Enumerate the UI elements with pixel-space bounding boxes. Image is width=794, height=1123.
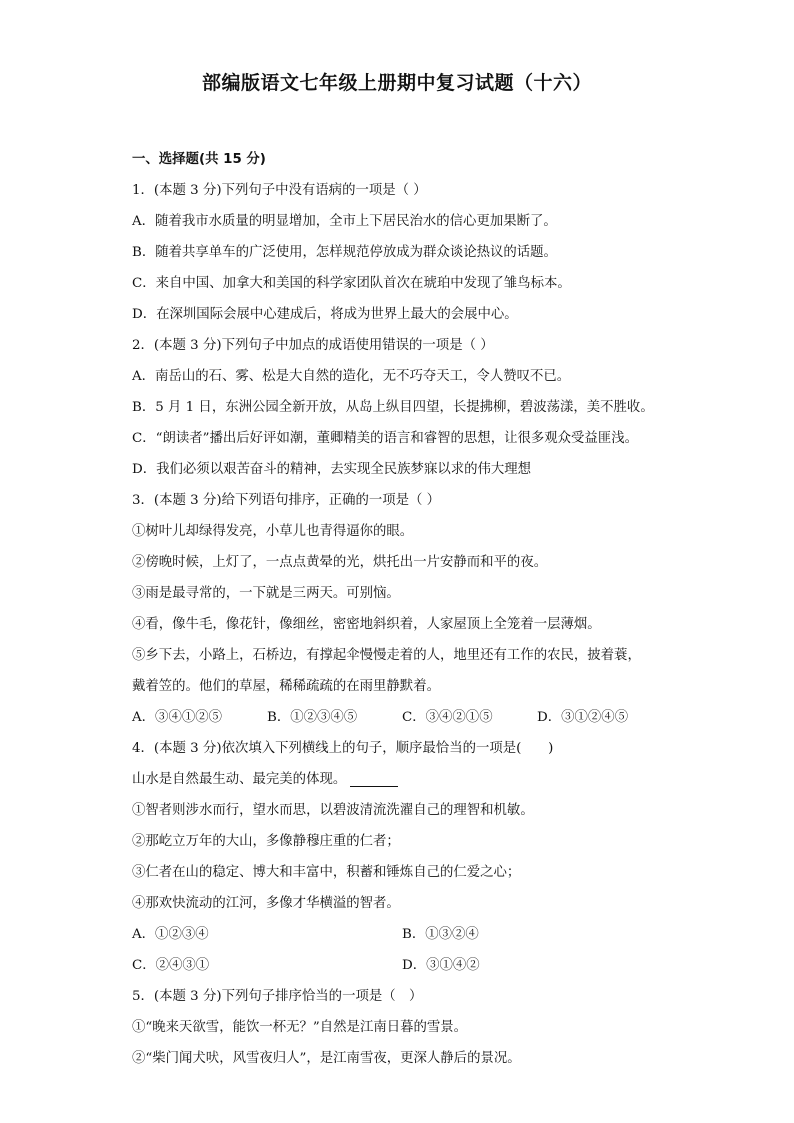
exam-content: [132, 144, 672, 1074]
question-3: [132, 485, 672, 733]
question-stem: 1．(本题 3 分)下列句子中没有语病的一项是（ ）: [132, 183, 427, 198]
sentence-4: ④看，像牛毛，像花针，像细丝，密密地斜织着，人家屋顶上全笼着一层薄烟。: [132, 617, 601, 632]
option-c: C．③④②①⑤: [402, 710, 493, 725]
sentence-1: ①“晚来天欲雪，能饮一杯无？”自然是江南日暮的雪景。: [132, 1020, 468, 1035]
sentence-1: ①树叶儿却绿得发亮，小草儿也青得逼你的眼。: [132, 524, 414, 539]
sentence-3: ③雨是最寻常的，一下就是三两天。可别恼。: [132, 586, 400, 601]
lead-sentence: [132, 764, 672, 795]
option-b: B．随着共享单车的广泛使用，怎样规范停放成为群众谈论热议的话题。: [132, 245, 557, 260]
option-d: D．在深圳国际会展中心建成后，将成为世界上最大的会展中心。: [132, 307, 518, 322]
option-d: D．③①④②: [402, 958, 480, 973]
options-row: [132, 702, 672, 733]
option-c: C．“朗读者”播出后好评如潮，董卿精美的语言和睿智的思想，让很多观众受益匪浅。: [132, 431, 638, 446]
option-a: A．③④①②⑤: [132, 710, 223, 725]
sentence-5-continued: 戴着笠的。他们的草屋，稀稀疏疏的在雨里静默着。: [132, 679, 440, 694]
option-c: C．来自中国、加拿大和美国的科学家团队首次在琥珀中发现了雏鸟标本。: [132, 276, 571, 291]
sentence-2: ②傍晚时候，上灯了，一点点黄晕的光，烘托出一片安静而和平的夜。: [132, 555, 548, 570]
lead-text: 山水是自然最生动、最完美的体现。: [132, 772, 347, 787]
sentence-2: ②“柴门闻犬吠，风雪夜归人”，是江南雪夜，更深人静后的景况。: [132, 1051, 521, 1066]
question-stem: 5．(本题 3 分)下列句子排序恰当的一项是（ ）: [132, 989, 423, 1004]
option-d: D．我们必须以艰苦奋斗的精神，去实现全民族梦寐以求的伟大理想: [132, 462, 532, 477]
option-a: A．南岳山的石、雾、松是大自然的造化，无不巧夺天工，令人赞叹不已。: [132, 369, 571, 384]
fill-blank: [350, 772, 398, 787]
question-4: [132, 733, 672, 981]
sentence-2: ②那屹立万年的大山，多像静穆庄重的仁者；: [132, 834, 400, 849]
question-2: [132, 330, 672, 485]
question-stem: 4．(本题 3 分)依次填入下列横线上的句子，顺序最恰当的一项是( ): [132, 741, 554, 756]
option-b: B．①③②④: [402, 927, 479, 942]
option-d: D．③①②④⑤: [537, 710, 629, 725]
options-row-2: [132, 950, 672, 981]
option-a: A．①②③④: [132, 927, 209, 942]
sentence-3: ③仁者在山的稳定、博大和丰富中，积蓄和锤炼自己的仁爱之心；: [132, 865, 521, 880]
option-c: C．②④③①: [132, 958, 210, 973]
section-heading: 一、选择题(共 15 分): [132, 152, 266, 167]
option-b: B．①②③④⑤: [267, 710, 358, 725]
sentence-4: ④那欢快流动的江河，多像才华横溢的智者。: [132, 896, 400, 911]
options-row-1: [132, 919, 672, 950]
question-stem: 2．(本题 3 分)下列句子中加点的成语使用错误的一项是（ ）: [132, 338, 494, 353]
sentence-5: ⑤乡下去，小路上，石桥边，有撑起伞慢慢走着的人，地里还有工作的农民，披着蓑，: [132, 648, 641, 663]
option-b: B．5 月 1 日，东洲公园全新开放，从岛上纵目四望，长提拂柳，碧波荡漾，美不胜收。: [132, 400, 654, 415]
option-a: A．随着我市水质量的明显增加，全市上下居民治水的信心更加果断了。: [132, 214, 557, 229]
question-1: [132, 175, 672, 330]
question-stem: 3．(本题 3 分)给下列语句排序，正确的一项是（ ）: [132, 493, 441, 508]
question-5: [132, 981, 672, 1074]
sentence-1: ①智者则涉水而行，望水而思，以碧波清流洗濯自己的理智和机敏。: [132, 803, 534, 818]
page-title: 部编版语文七年级上册期中复习试题（十六）: [201, 72, 592, 94]
